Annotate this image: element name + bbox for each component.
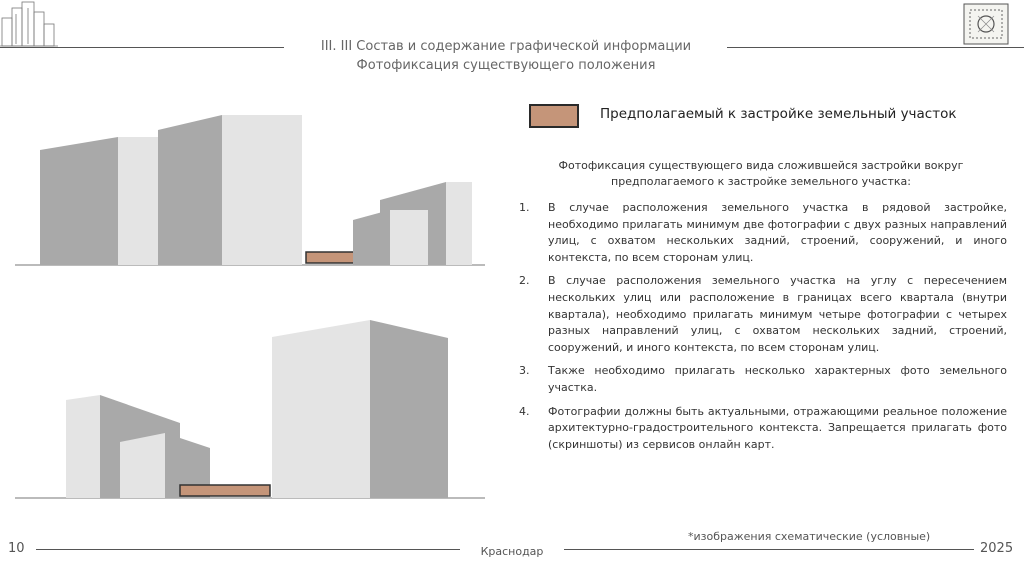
list-item [515, 273, 1007, 356]
intro-line-1: Фотофиксация существующего вида сложившейся застройки вокруг [558, 159, 964, 172]
list-item [515, 363, 1007, 396]
list-item-number: 1. [519, 201, 530, 214]
footer-line-right [564, 549, 974, 550]
list-item-text: В случае расположения земельного участка на углу с пересечением нескольких улиц или расположение в границах всего квартала (внутри квартала), необходимо прилагать минимум четыре фотографии с четырех разных направлений улиц, с охватом нескольких задний, строений, сооружений, и иного контекста, по всем сторонам улиц. [548, 274, 1007, 354]
list-item-number: 3. [519, 364, 530, 378]
header-line-left [0, 47, 284, 48]
list-item-text: В случае расположения земельного участка в рядовой застройке, необходимо прилагать минимум две фотографии с двух разных направлений улиц, с охватом нескольких задний, строений, сооружений, и иного контекста, по всем сторонам улиц. [548, 201, 1007, 264]
seal-stamp-icon [962, 2, 1012, 46]
page-number: 10 [8, 541, 25, 556]
city-skyline-icon [0, 0, 60, 50]
page-title [250, 37, 762, 75]
list-item-number: 4. [519, 404, 530, 418]
plot-legend-swatch [529, 104, 579, 128]
list-item-text: Фотографии должны быть актуальными, отражающими реальное положение архитектурно-градостроительного контекста. Запрещается прилагать фото (скриншоты) из сервисов онлайн карт. [548, 404, 1007, 451]
plot-legend-label: Предполагаемый к застройке земельный участок [600, 106, 957, 122]
intro-line-2: предполагаемого к застройке земельного участка: [611, 175, 911, 188]
list-item-text: Также необходимо прилагать несколько характерных фото земельного участка. [548, 364, 1007, 394]
list-item-number: 2. [519, 274, 530, 288]
title-line-2: Фотофиксация существующего положения [356, 58, 656, 73]
header-line-right [727, 47, 1024, 48]
footer-year: 2025 [980, 541, 1014, 556]
list-item [515, 200, 1007, 266]
intro-text [515, 158, 1007, 190]
footer-line-left [36, 549, 460, 550]
list-item [515, 404, 1007, 454]
footer-city: Краснодар [480, 545, 544, 558]
footnote: *изображения схематические (условные) [688, 530, 931, 543]
street-illustration-bottom [10, 320, 490, 505]
title-line-1: III. III Состав и содержание графической информации [320, 39, 692, 54]
street-illustration-top [10, 110, 490, 270]
requirements-list [515, 200, 1007, 460]
